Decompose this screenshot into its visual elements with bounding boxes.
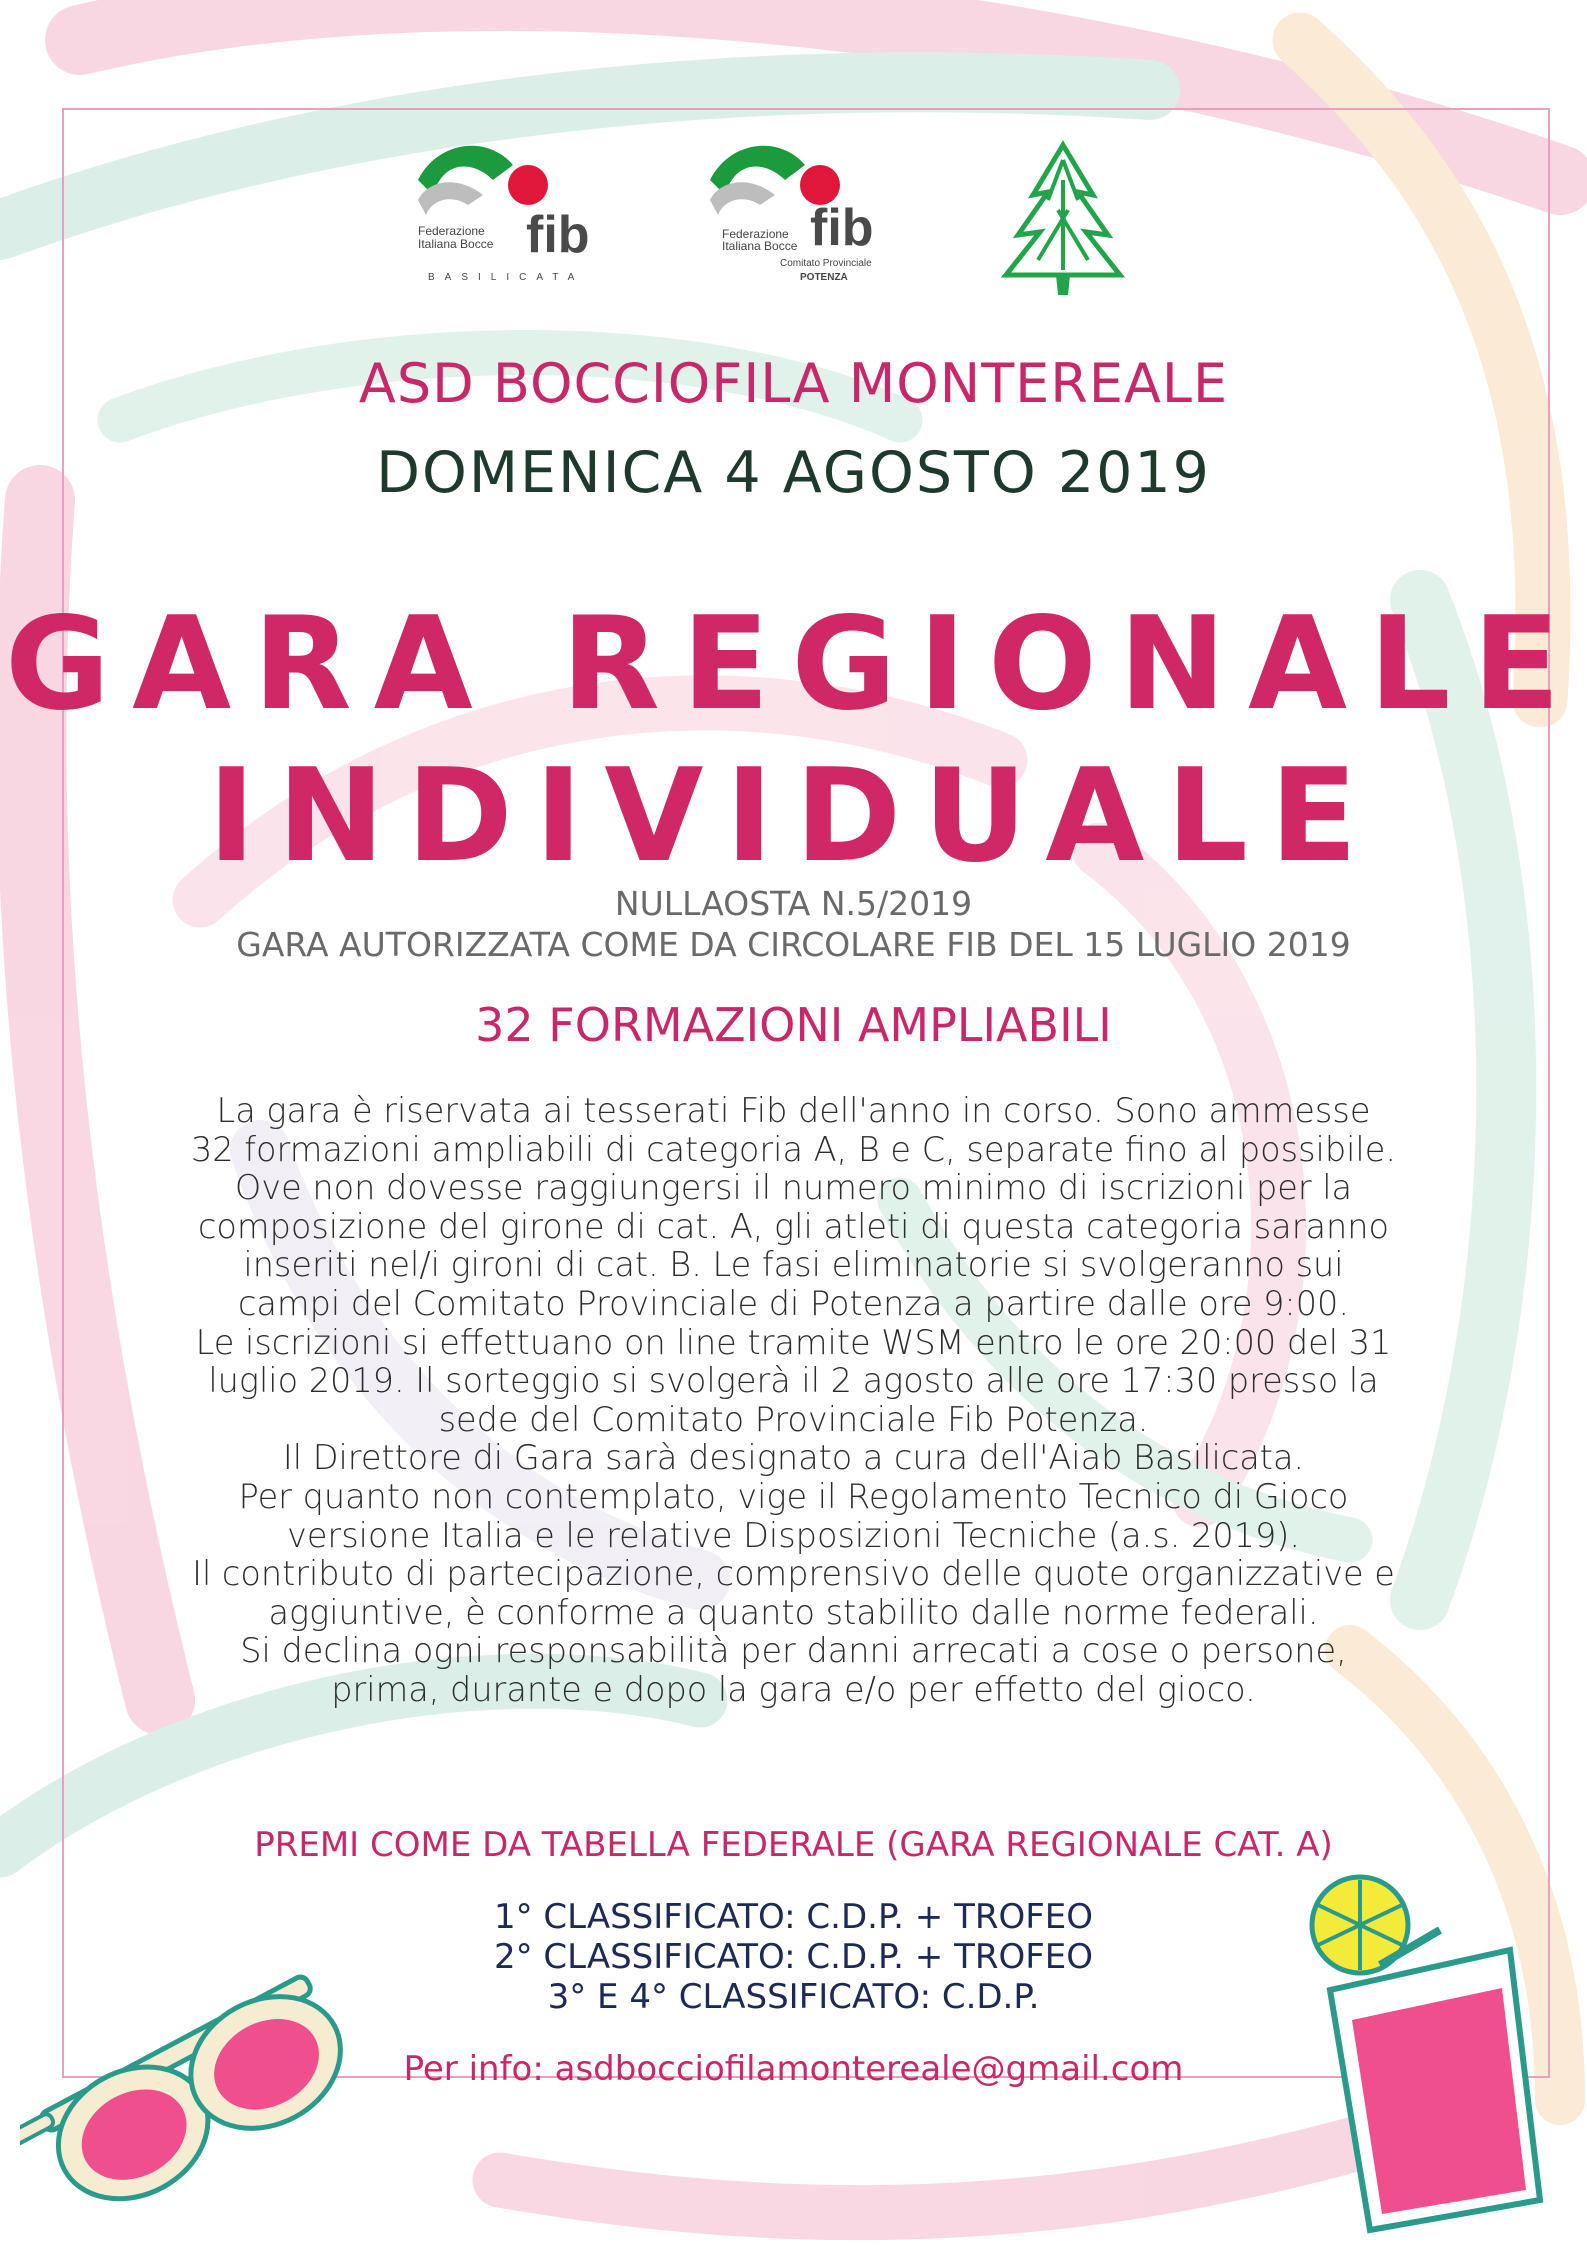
tree-logo <box>998 140 1128 300</box>
body-line: Il contributo di partecipazione, comprensivo delle quote organizzative e <box>192 1554 1395 1594</box>
body-line: La gara è riservata ai tesserati Fib dell'anno in corso. Sono ammesse <box>216 1091 1371 1130</box>
fib-wordmark: fib <box>526 206 590 264</box>
body-line: prima, durante e dopo la gara e/o per effetto del gioco. <box>331 1669 1256 1709</box>
body-line: composizione del girone di cat. A, gli atleti di questa categoria saranno <box>198 1206 1389 1246</box>
fib-wordmark-2: fib <box>810 199 874 257</box>
body-line: Le iscrizioni si effettuano on line tramite WSM entro le ore 20:00 del 31 <box>195 1322 1392 1362</box>
cocktail-icon <box>1290 1870 1560 2240</box>
body-line: campi del Comitato Provinciale di Potenza a partire dalle ore 9:00. <box>237 1283 1349 1323</box>
region-label: BASILICATA <box>428 272 585 283</box>
regulations-text <box>90 1092 1497 1710</box>
body-line: Il Direttore di Gara sarà designato a cura dell'Aiab Basilicata. <box>282 1438 1305 1478</box>
federation-name-2: Italiana Bocce <box>418 237 494 251</box>
authorization-circular: GARA AUTORIZZATA COME DA CIRCOLARE FIB DEL 15 LUGLIO 2019 <box>236 925 1351 964</box>
body-line: aggiuntive, è conforme a quanto stabilito dalle norme federali. <box>268 1592 1319 1632</box>
federation-name: Federazione <box>418 224 485 238</box>
federation-name-3: Federazione <box>722 227 789 241</box>
formations: 32 FORMAZIONI AMPLIABILI <box>475 998 1112 1052</box>
body-line: 32 formazioni ampliabili di categoria A, B e C, separate fino al possibile. <box>190 1129 1397 1169</box>
city-label: POTENZA <box>800 272 848 283</box>
sunglasses-icon <box>20 1930 360 2230</box>
prize-first: 1° CLASSIFICATO: C.D.P. + TROFEO <box>493 1897 1094 1937</box>
body-line: inseriti nel/i gironi di cat. B. Le fasi eliminatorie si svolgeranno sui <box>243 1245 1344 1285</box>
body-line: Per quanto non contemplato, vige il Regolamento Tecnico di Gioco <box>238 1476 1349 1516</box>
fib-potenza-logo <box>700 140 900 290</box>
body-line: Si declina ogni responsabilità per danni arrecati a cose o persone, <box>240 1631 1347 1671</box>
logo-row <box>0 140 1587 310</box>
fib-basilicata-logo <box>408 140 608 290</box>
prizes-heading: PREMI COME DA TABELLA FEDERALE (GARA REGIONALE CAT. A) <box>254 1825 1333 1865</box>
nullaosta: NULLAOSTA N.5/2019 <box>614 884 973 923</box>
title-line-2: INDIVIDUALE <box>207 742 1380 891</box>
prize-third: 3° E 4° CLASSIFICATO: C.D.P. <box>547 1977 1040 2017</box>
organizer-name: ASD BOCCIOFILA MONTEREALE <box>358 352 1229 415</box>
title-line-1: GARA REGIONALE <box>5 590 1582 739</box>
contact-email: Per info: asdbocciofilamontereale@gmail.com <box>403 2049 1184 2089</box>
prize-second: 2° CLASSIFICATO: C.D.P. + TROFEO <box>493 1937 1094 1977</box>
event-date: DOMENICA 4 AGOSTO 2019 <box>376 440 1211 506</box>
body-line: sede del Comitato Provinciale Fib Potenza. <box>438 1399 1149 1439</box>
committee-label: Comitato Provinciale <box>780 258 872 269</box>
federation-name-4: Italiana Bocce <box>722 239 798 253</box>
body-line: versione Italia e le relative Disposizioni Tecniche (a.s. 2019). <box>287 1515 1300 1555</box>
body-line: luglio 2019. Il sorteggio si svolgerà il 2 agosto alle ore 17:30 presso la <box>208 1361 1379 1401</box>
body-line: Ove non dovesse raggiungersi il numero minimo di iscrizioni per la <box>234 1168 1353 1208</box>
